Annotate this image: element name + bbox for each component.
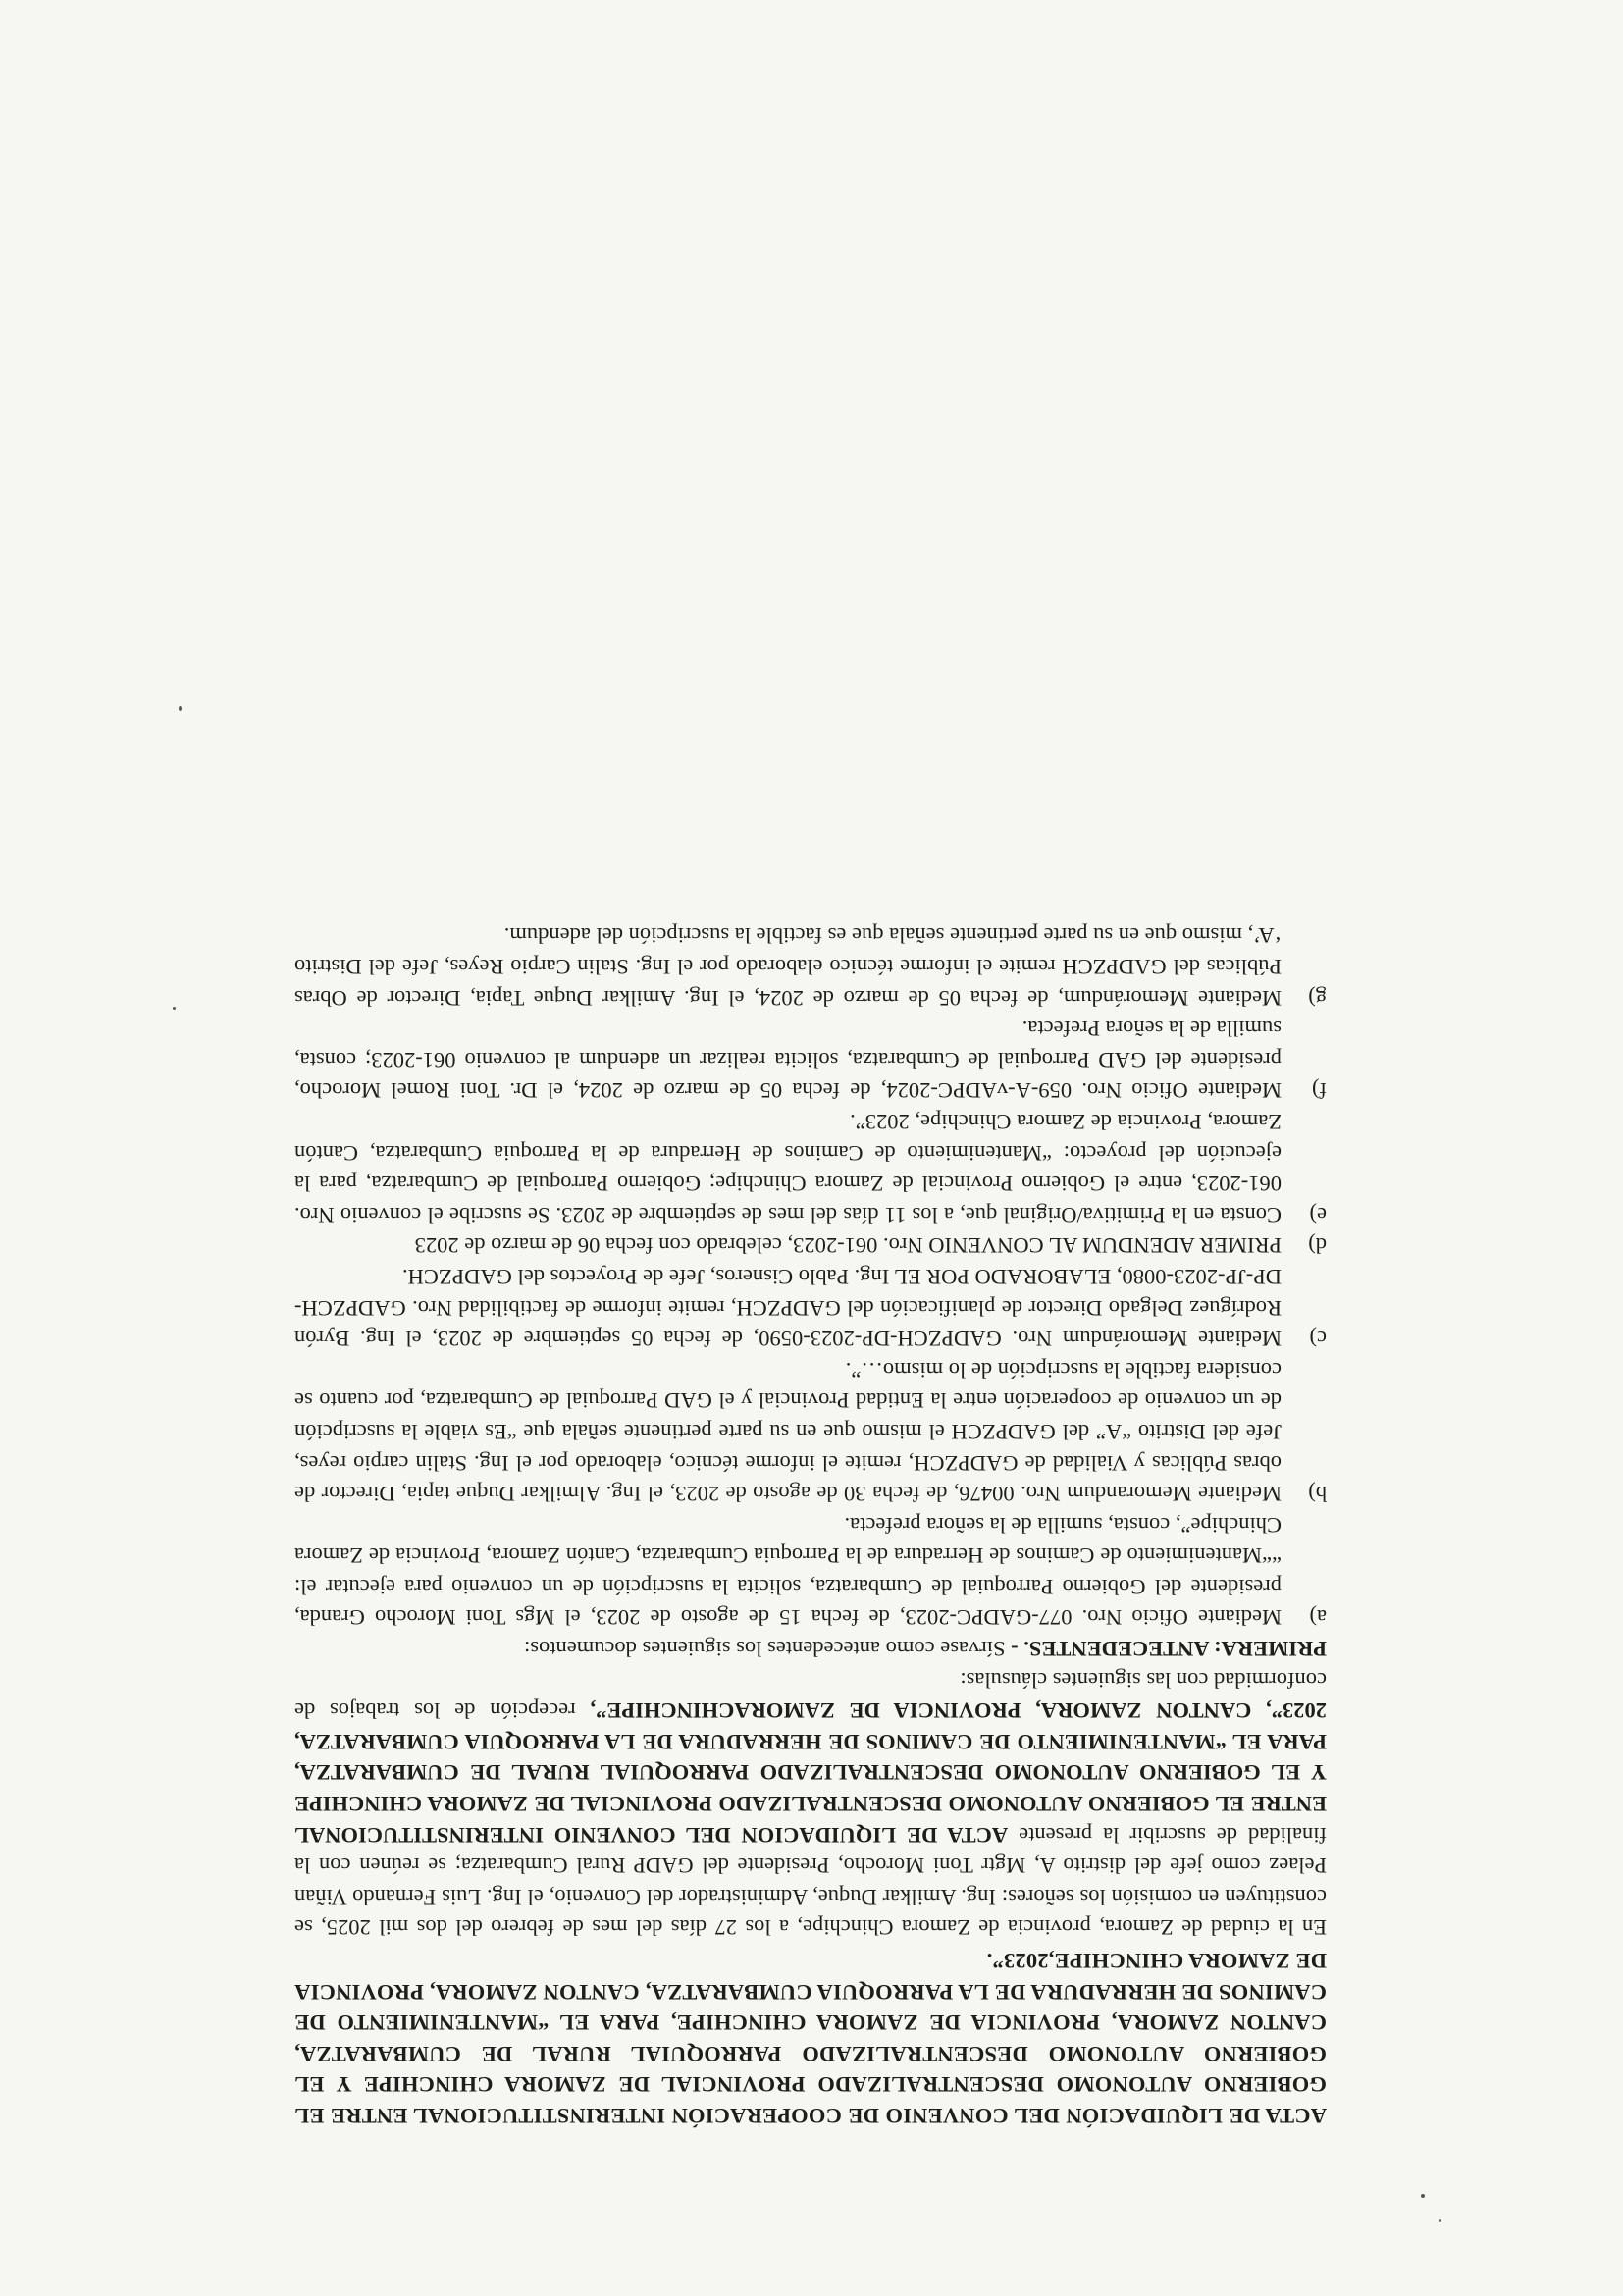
- scan-speck: [1421, 2194, 1425, 2198]
- scan-speck: [179, 706, 182, 711]
- list-item-label: f): [1312, 1078, 1327, 1104]
- scan-speck: [173, 1007, 176, 1010]
- list-item-label: e): [1309, 1202, 1327, 1227]
- document-title: ACTA DE LIQUIDACIÓN DEL CONVENIO DE COOPERACIÓN INTERINSTITUCIONAL ENTRE EL GOBIERNO AUTONOMO DESCENTRALIZADO PROVINCIAL DE ZAMORA CHINCHIPE Y EL GOBIERNO AUTONOMO DESCENTRALIZADO PARROQUIAL RURAL DE CUMBARATZA, CANTON ZAMORA, PROVINCIA DE ZAMORA CHINCHIPE, PARA EL “MANTENIMIENTO DE CAMINOS DE HERRADURA DE LA PARROQUIA CUMBARATZA, CANTON ZAMORA, PROVINCIA DE ZAMORA CHINCHIPE,2023”.: [294, 1949, 1327, 2128]
- antecedents-list: [294, 920, 1327, 1634]
- list-item: [294, 1230, 1327, 1262]
- list-item-text: PRIMER ADENDUM AL CONVENIO Nro. 061-2023, celebrado con fecha 06 de marzo de 2023: [414, 1233, 1282, 1259]
- list-item: [294, 1106, 1327, 1229]
- clause-heading-line: [294, 1634, 1327, 1665]
- list-item-label: d): [1308, 1233, 1327, 1259]
- list-item-label: g): [1308, 985, 1327, 1011]
- list-item-label: c): [1309, 1327, 1327, 1352]
- list-item-text: Mediante Oficio Nro. 077-GADPC-2023, de fecha 15 de agosto de 2023, el Mgs Toni Morocho Granda, presidente del Gobierno Parroquial de Cumbaratza, solicita la suscripción de un convenio para ejecutar el: ““Mantenimiento de Caminos de Herradura de la Parroquia Cumbaratza, Cantón Zamora, Provincia de Zamora Chinchipe”, consta, sumilla de la señora prefecta.: [294, 1512, 1282, 1631]
- scan-speck: [1439, 2219, 1441, 2222]
- list-item: [294, 1354, 1327, 1509]
- clause-heading: PRIMERA: ANTECEDENTES. -: [1011, 1637, 1327, 1662]
- list-item-label: a): [1309, 1605, 1327, 1631]
- list-item: [294, 1014, 1327, 1107]
- list-item: [294, 920, 1327, 1014]
- list-item-text: Consta en la Primitiva/Original que, a los 11 días del mes de septiembre de 2023. Se suscribe el convenio Nro. 061-2023, entre el Gobierno Provincial de Zamora Chinchipe; Gobierno Parroquial de Cumbaratza, para la ejecución del proyecto: “Mantenimiento de Caminos de Herradura de la Parroquia Cumbaratza, Cantón Zamora, Provincia de Zamora Chinchipe, 2023”.: [294, 1110, 1282, 1227]
- intro-tail-text: recepción de los trabajos de conformidad con las siguientes cláusulas:: [294, 1667, 1327, 1724]
- list-item: [294, 1261, 1327, 1354]
- intro-text: En la ciudad de Zamora, provincia de Zamora Chinchipe, a los 27 días del mes de febrero del dos mil 2025, se constituyen en comisión los señores: Ing. Amilkar Duque, Administrador del Convenio, el Ing. Luis Fernando Viñan Pelaez como jefe del distrito A, Mgtr Toni Morocho, Presidente del GADP Rural Cumbaratza; se reúnen con la finalidad de suscribir la presente: [294, 1822, 1327, 1941]
- list-item-text: Mediante Memorándum Nro. GADPZCH-DP-2023-0590, de fecha 05 septiembre de 2023, el Ing. Byrón Rodríguez Delgado Director de planificación del GADPZCH, remite informe de factibilidad Nro. GADPZCH-DP-JP-2023-0080, ELABORADO POR EL Ing. Pablo Cisneros, Jefe de Proyectos del GADPZCH.: [294, 1264, 1282, 1352]
- list-item-text: Mediante Oficio Nro. 059-A-vADPC-2024, de fecha 05 de marzo de 2024, el Dr. Toni Romel Morocho, presidente del GAD Parroquial de Cumbaratza, solicita realizar un adendum al convenio 061-2023; consta, sumilla de la señora Prefecta.: [294, 1017, 1282, 1104]
- list-item-text: Mediante Memorándum, de fecha 05 de marzo de 2024, el Ing. Amilkar Duque Tapia, Director de Obras Públicas del GADPZCH remite el informe técnico elaborado por el Ing. Stalin Carpio Reyes, Jefe del Distrito ‘A’, mismo que en su parte pertinente señala que es factible la suscripción del adendum.: [294, 923, 1282, 1011]
- document-body: [294, 920, 1327, 2131]
- intro-paragraph: [294, 1664, 1327, 1943]
- list-item: [294, 1509, 1327, 1633]
- list-item-label: b): [1308, 1482, 1327, 1507]
- clause-intro: Sírvase como antecedentes los siguientes documentos:: [523, 1637, 1006, 1662]
- list-item-text: Mediante Memorandum Nro. 00476, de fecha 30 de agosto de 2023, el Ing. Almilkar Duque tapia, Director de obras Públicas y Vialidad de GADPZCH, remite el informe técnico, elaborado por el Ing. Stalin carpio reyes, Jefe del Distrito “A” del GADPZCH el mismo que en su parte pertinente señala que “Es viable la suscripción de un convenio de cooperación entre la Entidad Provincial y el GAD Parroquial de Cumbaratza, por cuanto se considera factible la suscripción de lo mismo…”.: [294, 1357, 1282, 1507]
- intro-bold-text: ACTA DE LIQUIDACION DEL CONVENIO INTERINSTITUCIONAL ENTRE EL GOBIERNO AUTONOMO DESCENTRALIZADO PROVINCIAL DE ZAMORA CHINCHIPE Y EL GOBIERNO AUTONOMO DESCENTRALIZADO PARROQUIAL RURAL DE CUMBARATZA, PARA EL “MANTENIMIENTO DE CAMINOS DE HERRADURA DE LA PARROQUIA CUMBARATZA, 2023”, CANTON ZAMORA, PROVINCIA DE ZAMORACHINCHIPE”,: [293, 1698, 1327, 1848]
